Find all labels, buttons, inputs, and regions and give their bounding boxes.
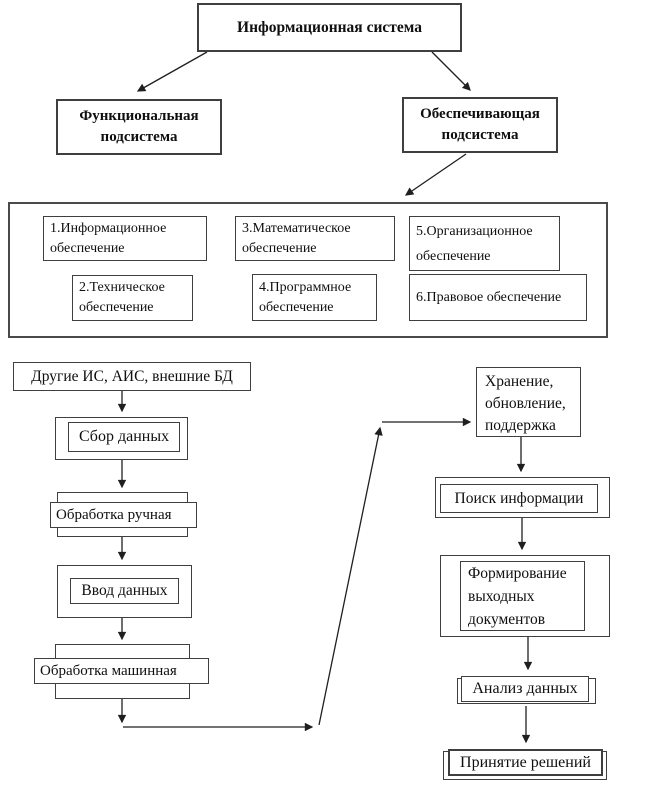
node-data-input-label: Ввод данных xyxy=(81,582,168,599)
node-decision-making-front xyxy=(448,749,603,776)
node-data-collection xyxy=(55,417,188,460)
node-machine-processing-front xyxy=(34,658,209,684)
support-cell-legal xyxy=(409,274,587,321)
node-data-collection-inner xyxy=(68,422,180,452)
node-decision-making-label: Принятие решений xyxy=(460,753,591,771)
node-functional-line1: Функциональная xyxy=(79,108,199,125)
support-cell-technical xyxy=(72,275,193,321)
node-output-documents-inner xyxy=(460,561,585,631)
node-manual-processing xyxy=(50,492,197,537)
node-information-system-label: Информационная система xyxy=(237,18,422,36)
node-storage-label: Хранение, обновление, поддержка xyxy=(485,373,566,434)
node-information-search xyxy=(435,477,610,518)
support-cell-organizational-label: 5.Организационное обеспечение xyxy=(416,223,533,264)
node-decision-making xyxy=(443,749,607,780)
node-providing-line2: подсистема xyxy=(441,126,519,143)
node-data-analysis xyxy=(457,676,596,704)
support-cell-information xyxy=(43,216,207,261)
node-external-sources xyxy=(13,362,251,391)
support-cell-software-label: 4.Программное обеспечение xyxy=(259,279,352,315)
node-machine-processing xyxy=(34,644,209,699)
node-functional-line2: подсистема xyxy=(100,128,178,145)
node-information-search-label: Поиск информации xyxy=(454,489,584,507)
support-cell-legal-label: 6.Правовое обеспечение xyxy=(416,289,562,305)
arrow-providing-to-support xyxy=(406,154,466,195)
node-machine-processing-label: Обработка машинная xyxy=(40,662,177,679)
node-manual-processing-label: Обработка ручная xyxy=(56,506,172,523)
node-data-collection-label: Сбор данных xyxy=(78,428,170,445)
support-cell-software xyxy=(252,274,377,321)
node-providing-subsystem xyxy=(402,97,558,153)
node-output-documents xyxy=(440,555,610,637)
node-data-analysis-front xyxy=(461,676,589,702)
node-information-search-inner xyxy=(440,484,598,513)
support-cell-organizational xyxy=(409,216,560,271)
node-data-input xyxy=(57,565,192,618)
arrow-root-to-functional xyxy=(138,52,207,91)
node-information-system xyxy=(197,3,462,52)
support-cell-information-label: 1.Информационное обеспечение xyxy=(50,220,167,256)
node-data-input-inner xyxy=(70,578,179,604)
node-manual-processing-front xyxy=(50,502,197,528)
support-cell-mathematical xyxy=(235,216,395,261)
node-storage xyxy=(476,367,581,437)
node-external-sources-label: Другие ИС, АИС, внешние БД xyxy=(31,367,233,385)
support-cell-mathematical-label: 3.Математическое обеспечение xyxy=(242,220,351,256)
support-cell-technical-label: 2.Техническое обеспечение xyxy=(79,280,165,315)
node-providing-line1: Обеспечивающая xyxy=(420,106,540,123)
arrow-diagonal-up xyxy=(319,428,380,725)
node-output-documents-label: Формирование выходных документов xyxy=(468,564,567,628)
arrow-root-to-providing xyxy=(432,52,470,90)
node-data-analysis-label: Анализ данных xyxy=(472,680,578,697)
node-functional-subsystem xyxy=(56,99,222,155)
